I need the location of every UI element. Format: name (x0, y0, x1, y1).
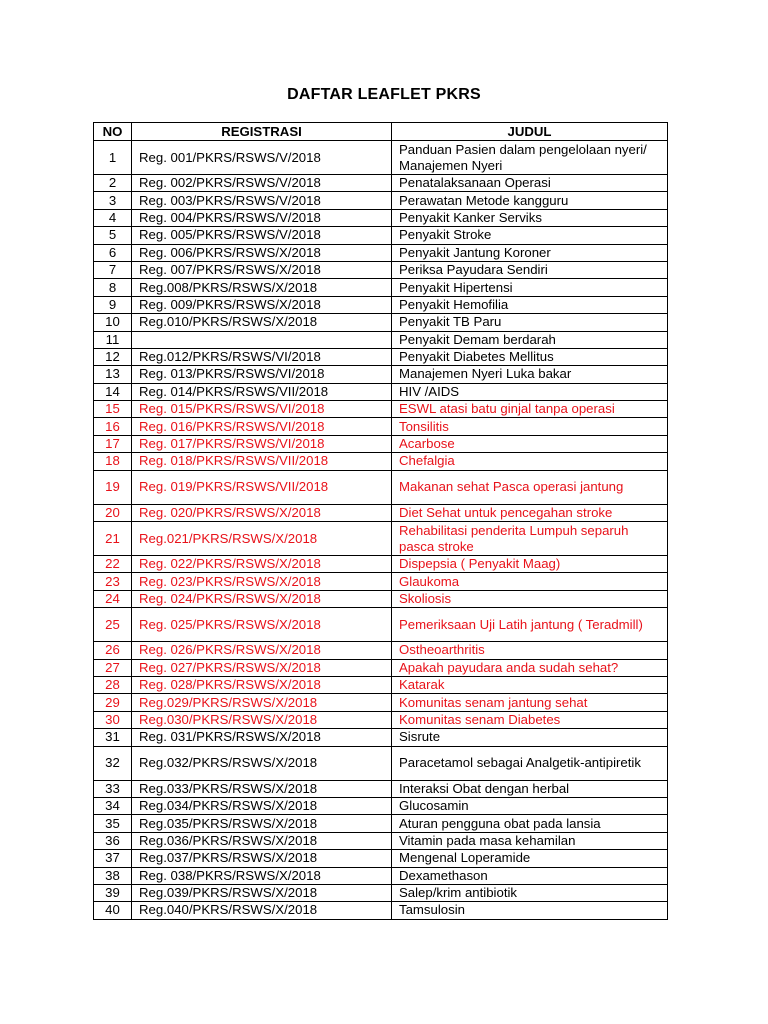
row-number-cell: 22 (94, 556, 132, 573)
row-number-cell: 15 (94, 401, 132, 418)
title-cell: Penyakit Stroke (392, 227, 668, 244)
registration-cell: Reg. 023/PKRS/RSWS/X/2018 (132, 573, 392, 590)
registration-cell: Reg. 004/PKRS/RSWS/V/2018 (132, 209, 392, 226)
table-row (94, 401, 668, 418)
registration-cell: Reg. 025/PKRS/RSWS/X/2018 (132, 608, 392, 642)
title-cell: Acarbose (392, 435, 668, 452)
title-cell: Periksa Payudara Sendiri (392, 261, 668, 278)
title-cell: Makanan sehat Pasca operasi jantung (392, 470, 668, 504)
header-judul: JUDUL (392, 123, 668, 141)
table-row (94, 676, 668, 693)
row-number-cell: 25 (94, 608, 132, 642)
title-cell: Chefalgia (392, 453, 668, 470)
title-cell: Komunitas senam Diabetes (392, 711, 668, 728)
title-cell: Penatalaksanaan Operasi (392, 175, 668, 192)
title-cell: Apakah payudara anda sudah sehat? (392, 659, 668, 676)
row-number-cell: 14 (94, 383, 132, 400)
leaflet-table (93, 122, 668, 920)
registration-cell: Reg.021/PKRS/RSWS/X/2018 (132, 522, 392, 556)
table-row (94, 141, 668, 175)
registration-cell: Reg. 001/PKRS/RSWS/V/2018 (132, 141, 392, 175)
registration-cell: Reg. 020/PKRS/RSWS/X/2018 (132, 504, 392, 521)
row-number-cell: 7 (94, 261, 132, 278)
table-row (94, 331, 668, 348)
table-row (94, 192, 668, 209)
registration-cell: Reg. 027/PKRS/RSWS/X/2018 (132, 659, 392, 676)
row-number-cell: 38 (94, 867, 132, 884)
registration-cell: Reg. 002/PKRS/RSWS/V/2018 (132, 175, 392, 192)
registration-cell: Reg. 003/PKRS/RSWS/V/2018 (132, 192, 392, 209)
title-cell: Penyakit Jantung Koroner (392, 244, 668, 261)
title-cell: HIV /AIDS (392, 383, 668, 400)
registration-cell: Reg.035/PKRS/RSWS/X/2018 (132, 815, 392, 832)
row-number-cell: 21 (94, 522, 132, 556)
row-number-cell: 28 (94, 676, 132, 693)
title-cell: Glucosamin (392, 797, 668, 814)
table-row (94, 435, 668, 452)
table-row (94, 573, 668, 590)
title-cell: Manajemen Nyeri Luka bakar (392, 366, 668, 383)
registration-cell: Reg. 013/PKRS/RSWS/VI/2018 (132, 366, 392, 383)
table-row (94, 209, 668, 226)
title-cell: Ostheoarthritis (392, 642, 668, 659)
title-cell: Sisrute (392, 729, 668, 746)
row-number-cell: 34 (94, 797, 132, 814)
title-cell: Salep/krim antibiotik (392, 884, 668, 901)
title-cell: Penyakit Demam berdarah (392, 331, 668, 348)
row-number-cell: 10 (94, 314, 132, 331)
title-cell: Penyakit TB Paru (392, 314, 668, 331)
title-cell: Dexamethason (392, 867, 668, 884)
registration-cell: Reg. 007/PKRS/RSWS/X/2018 (132, 261, 392, 278)
title-cell: Panduan Pasien dalam pengelolaan nyeri/ Manajemen Nyeri (392, 141, 668, 175)
table-row (94, 884, 668, 901)
row-number-cell: 6 (94, 244, 132, 261)
title-cell: Penyakit Hipertensi (392, 279, 668, 296)
table-row (94, 244, 668, 261)
registration-cell: Reg. 038/PKRS/RSWS/X/2018 (132, 867, 392, 884)
row-number-cell: 32 (94, 746, 132, 780)
row-number-cell: 24 (94, 590, 132, 607)
title-cell: Perawatan Metode kangguru (392, 192, 668, 209)
title-cell: Diet Sehat untuk pencegahan stroke (392, 504, 668, 521)
table-row (94, 279, 668, 296)
registration-cell: Reg. 018/PKRS/RSWS/VII/2018 (132, 453, 392, 470)
registration-cell: Reg.037/PKRS/RSWS/X/2018 (132, 850, 392, 867)
registration-cell: Reg. 031/PKRS/RSWS/X/2018 (132, 729, 392, 746)
registration-cell: Reg. 026/PKRS/RSWS/X/2018 (132, 642, 392, 659)
table-row (94, 694, 668, 711)
row-number-cell: 2 (94, 175, 132, 192)
table-row (94, 175, 668, 192)
title-cell: Katarak (392, 676, 668, 693)
table-row (94, 902, 668, 919)
table-row (94, 746, 668, 780)
header-no: NO (94, 123, 132, 141)
registration-cell: Reg. 028/PKRS/RSWS/X/2018 (132, 676, 392, 693)
table-row (94, 504, 668, 521)
table-row (94, 383, 668, 400)
row-number-cell: 4 (94, 209, 132, 226)
document-title: DAFTAR LEAFLET PKRS (287, 86, 481, 103)
registration-cell: Reg. 019/PKRS/RSWS/VII/2018 (132, 470, 392, 504)
row-number-cell: 29 (94, 694, 132, 711)
registration-cell: Reg. 014/PKRS/RSWS/VII/2018 (132, 383, 392, 400)
row-number-cell: 17 (94, 435, 132, 452)
row-number-cell: 33 (94, 780, 132, 797)
table-row (94, 470, 668, 504)
registration-cell: Reg. 024/PKRS/RSWS/X/2018 (132, 590, 392, 607)
table-row (94, 642, 668, 659)
table-row (94, 815, 668, 832)
registration-cell: Reg.030/PKRS/RSWS/X/2018 (132, 711, 392, 728)
table-row (94, 832, 668, 849)
table-row (94, 418, 668, 435)
registration-cell: Reg. 006/PKRS/RSWS/X/2018 (132, 244, 392, 261)
row-number-cell: 18 (94, 453, 132, 470)
table-row (94, 780, 668, 797)
row-number-cell: 40 (94, 902, 132, 919)
table-row (94, 261, 668, 278)
registration-cell: Reg.032/PKRS/RSWS/X/2018 (132, 746, 392, 780)
title-cell: Skoliosis (392, 590, 668, 607)
title-cell: Pemeriksaan Uji Latih jantung ( Teradmill) (392, 608, 668, 642)
row-number-cell: 9 (94, 296, 132, 313)
table-row (94, 729, 668, 746)
registration-cell: Reg.012/PKRS/RSWS/VI/2018 (132, 348, 392, 365)
registration-cell: Reg. 017/PKRS/RSWS/VI/2018 (132, 435, 392, 452)
table-row (94, 711, 668, 728)
table-row (94, 608, 668, 642)
registration-cell: Reg.036/PKRS/RSWS/X/2018 (132, 832, 392, 849)
table-row (94, 850, 668, 867)
table-row (94, 590, 668, 607)
row-number-cell: 11 (94, 331, 132, 348)
registration-cell: Reg.039/PKRS/RSWS/X/2018 (132, 884, 392, 901)
table-row (94, 797, 668, 814)
row-number-cell: 23 (94, 573, 132, 590)
table-row (94, 522, 668, 556)
registration-cell: Reg.033/PKRS/RSWS/X/2018 (132, 780, 392, 797)
registration-cell: Reg. 015/PKRS/RSWS/VI/2018 (132, 401, 392, 418)
row-number-cell: 1 (94, 141, 132, 175)
registration-cell: Reg. 022/PKRS/RSWS/X/2018 (132, 556, 392, 573)
title-cell: ESWL atasi batu ginjal tanpa operasi (392, 401, 668, 418)
row-number-cell: 16 (94, 418, 132, 435)
row-number-cell: 3 (94, 192, 132, 209)
row-number-cell: 20 (94, 504, 132, 521)
table-row (94, 366, 668, 383)
title-cell: Komunitas senam jantung sehat (392, 694, 668, 711)
table-row (94, 314, 668, 331)
row-number-cell: 30 (94, 711, 132, 728)
row-number-cell: 19 (94, 470, 132, 504)
title-cell: Vitamin pada masa kehamilan (392, 832, 668, 849)
title-cell: Paracetamol sebagai Analgetik-antipiretik (392, 746, 668, 780)
registration-cell: Reg.029/PKRS/RSWS/X/2018 (132, 694, 392, 711)
row-number-cell: 12 (94, 348, 132, 365)
table-row (94, 867, 668, 884)
title-cell: Mengenal Loperamide (392, 850, 668, 867)
table-row (94, 227, 668, 244)
row-number-cell: 39 (94, 884, 132, 901)
table-row (94, 556, 668, 573)
title-cell: Tonsilitis (392, 418, 668, 435)
registration-cell: Reg.040/PKRS/RSWS/X/2018 (132, 902, 392, 919)
title-cell: Rehabilitasi penderita Lumpuh separuh pasca stroke (392, 522, 668, 556)
row-number-cell: 31 (94, 729, 132, 746)
title-cell: Interaksi Obat dengan herbal (392, 780, 668, 797)
title-cell: Penyakit Diabetes Mellitus (392, 348, 668, 365)
registration-cell (132, 331, 392, 348)
table-row (94, 348, 668, 365)
title-cell: Dispepsia ( Penyakit Maag) (392, 556, 668, 573)
title-cell: Penyakit Kanker Serviks (392, 209, 668, 226)
row-number-cell: 36 (94, 832, 132, 849)
title-cell: Penyakit Hemofilia (392, 296, 668, 313)
row-number-cell: 35 (94, 815, 132, 832)
row-number-cell: 37 (94, 850, 132, 867)
row-number-cell: 5 (94, 227, 132, 244)
table-row (94, 296, 668, 313)
title-cell: Tamsulosin (392, 902, 668, 919)
registration-cell: Reg. 009/PKRS/RSWS/X/2018 (132, 296, 392, 313)
table-header-row (94, 123, 668, 141)
row-number-cell: 26 (94, 642, 132, 659)
row-number-cell: 8 (94, 279, 132, 296)
registration-cell: Reg.008/PKRS/RSWS/X/2018 (132, 279, 392, 296)
registration-cell: Reg.034/PKRS/RSWS/X/2018 (132, 797, 392, 814)
row-number-cell: 27 (94, 659, 132, 676)
table-row (94, 659, 668, 676)
registration-cell: Reg.010/PKRS/RSWS/X/2018 (132, 314, 392, 331)
table-row (94, 453, 668, 470)
registration-cell: Reg. 016/PKRS/RSWS/VI/2018 (132, 418, 392, 435)
header-registrasi: REGISTRASI (132, 123, 392, 141)
title-cell: Glaukoma (392, 573, 668, 590)
registration-cell: Reg. 005/PKRS/RSWS/V/2018 (132, 227, 392, 244)
title-cell: Aturan pengguna obat pada lansia (392, 815, 668, 832)
row-number-cell: 13 (94, 366, 132, 383)
